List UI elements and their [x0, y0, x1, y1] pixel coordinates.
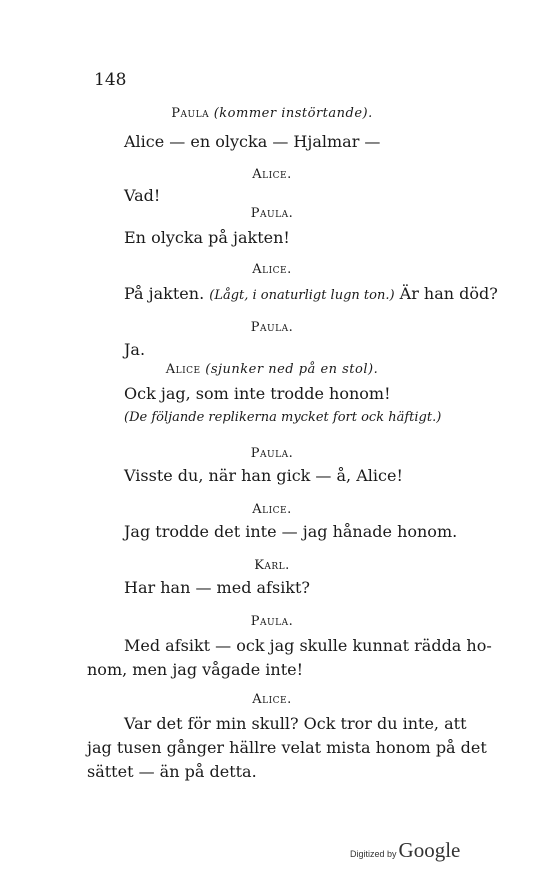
- speaker-alice: Alice.: [252, 502, 292, 517]
- dialogue-continuation: jag tusen gånger hällre velat mista honom på det: [87, 738, 487, 757]
- digitized-by-google-watermark: [350, 838, 460, 863]
- page-number: 148: [94, 70, 127, 90]
- speaker-paula: Paula.: [250, 320, 294, 335]
- speaker-name: Paula: [171, 106, 210, 121]
- speaker-paula: [0, 104, 544, 124]
- dialogue-text: Är han död?: [399, 284, 498, 303]
- speaker-name: Alice: [165, 362, 201, 377]
- dialogue-line: Var det för min skull? Ock tror du inte, att: [124, 714, 467, 733]
- dialogue-line: Ja.: [124, 340, 146, 359]
- stage-direction: (kommer instörtande).: [213, 106, 373, 121]
- speaker-karl: Karl.: [254, 558, 290, 573]
- dialogue-line: Visste du, när han gick — å, Alice!: [124, 466, 403, 485]
- speaker-paula: Paula.: [250, 446, 294, 461]
- speaker-alice: [0, 360, 544, 380]
- dialogue-line: [124, 284, 498, 306]
- dialogue-line: Ock jag, som inte trodde honom!: [124, 384, 391, 403]
- dialogue-line: Har han — med afsikt?: [124, 578, 311, 597]
- dialogue-line: Vad!: [124, 186, 161, 205]
- dialogue-continuation: nom, men jag vågade inte!: [87, 660, 304, 679]
- stage-direction: (Lågt, i onaturligt lugn ton.): [209, 288, 395, 303]
- dialogue-line: En olycka på jakten!: [124, 228, 290, 247]
- stage-direction: (sjunker ned på en stol).: [205, 362, 379, 377]
- dialogue-line: Jag trodde det inte — jag hånade honom.: [124, 522, 458, 541]
- speaker-alice: Alice.: [252, 262, 292, 277]
- dialogue-line: Med afsikt — ock jag skulle kunnat rädda ho-: [124, 636, 492, 655]
- dialogue-line: Alice — en olycka — Hjalmar —: [124, 132, 381, 151]
- stage-direction-line: (De följande replikerna mycket fort ock häftigt.): [124, 410, 442, 425]
- speaker-alice: Alice.: [252, 692, 292, 707]
- speaker-alice: Alice.: [252, 167, 292, 182]
- speaker-paula: Paula.: [250, 614, 294, 629]
- digitized-label: Digitized by: [350, 849, 397, 859]
- dialogue-continuation: sättet — än på detta.: [87, 762, 257, 781]
- speaker-paula: Paula.: [250, 206, 294, 221]
- google-logo: Google: [398, 838, 461, 862]
- dialogue-text: På jakten.: [124, 284, 205, 303]
